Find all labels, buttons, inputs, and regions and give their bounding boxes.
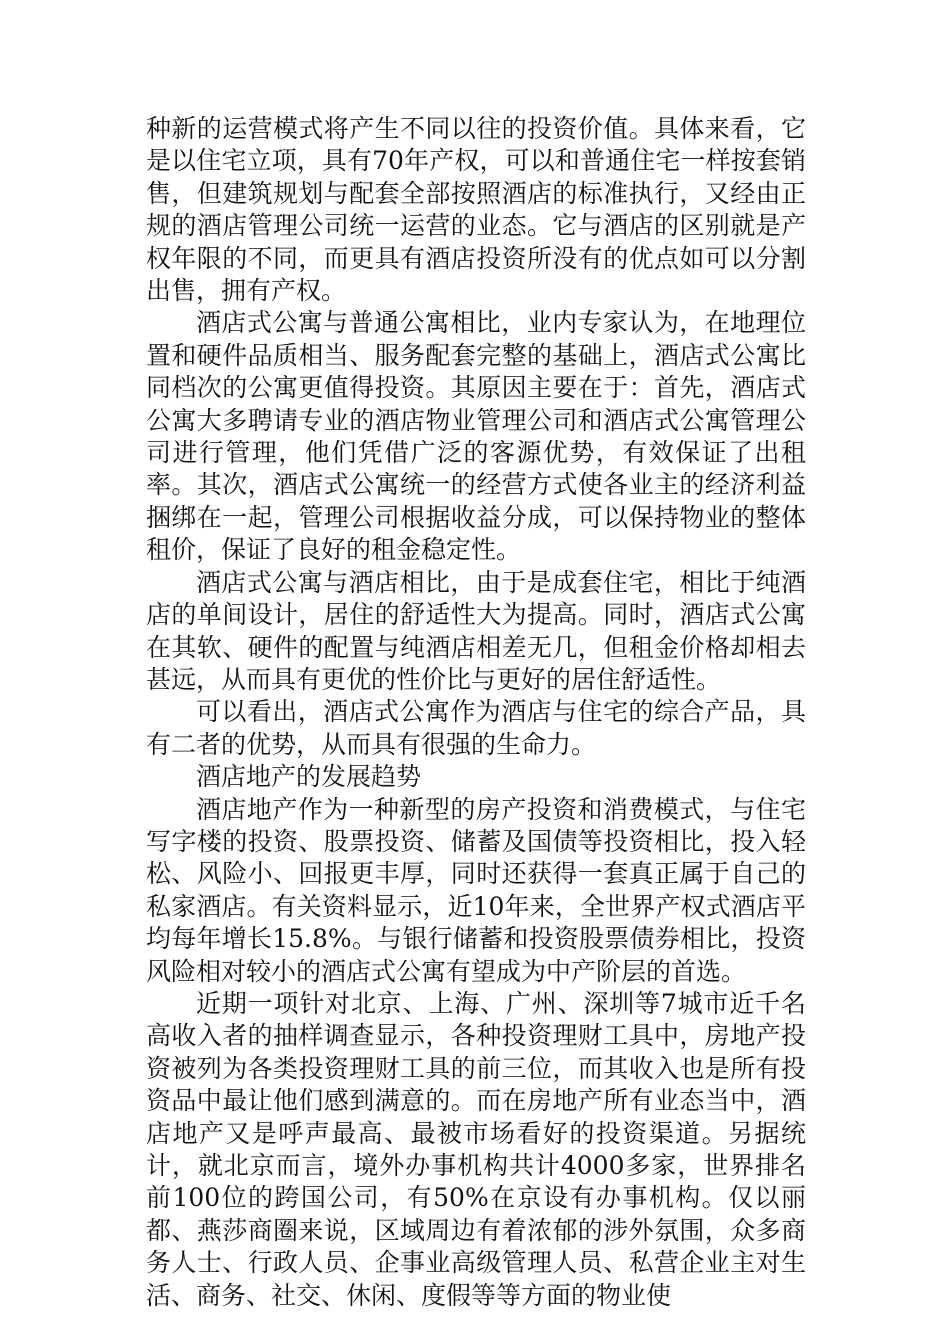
section-heading: 酒店地产的发展趋势 <box>196 762 422 792</box>
paragraph-4: 可以看出，酒店式公寓作为酒店与住宅的综合产品，具有二者的优势，从而具有很强的生命力。 <box>146 697 806 759</box>
paragraph-6: 近期一项针对北京、上海、广州、深圳等7城市近千名高收入者的抽样调查显示，各种投资理财工具中，房地产投资被列为各类投资理财工具的前三位，而其收入也是所有投资品中最让他们感到满意的。而在房地产所有业态当中，酒店地产又是呼声最高、最被市场看好的投资渠道。另据统计，就北京而言，境外办事机构共计4000多家，世界排名前100位的跨国公司，有50%在京设有办事机构。仅以丽都、燕莎商圈来说，区域周边有着浓郁的涉外氛围，众多商务人士、行政人员、企事业高级管理人员、私营企业主对生活、商务、社交、休闲、度假等等方面的物业使 <box>146 988 806 1310</box>
paragraph-1: 种新的运营模式将产生不同以往的投资价值。具体来看，它是以住宅立项，具有70年产权，可以和普通住宅一样按套销售，但建筑规划与配套全部按照酒店的标准执行，又经由正规的酒店管理公司统一运营的业态。它与酒店的区别就是产权年限的不同，而更具有酒店投资所没有的优点如可以分割出售，拥有产权。 <box>146 114 806 306</box>
paragraph-3: 酒店式公寓与酒店相比，由于是成套住宅，相比于纯酒店的单间设计，居住的舒适性大为提高。同时，酒店式公寓在其软、硬件的配置与纯酒店相差无几，但租金价格却相去甚远，从而具有更优的性价比与更好的居住舒适性。 <box>146 567 806 694</box>
paragraph-2: 酒店式公寓与普通公寓相比，业内专家认为，在地理位置和硬件品质相当、服务配套完整的基础上，酒店式公寓比同档次的公寓更值得投资。其原因主要在于：首先，酒店式公寓大多聘请专业的酒店物业管理公司和酒店式公寓管理公司进行管理，他们凭借广泛的客源优势，有效保证了出租率。其次，酒店式公寓统一的经营方式使各业主的经济利益捆绑在一起，管理公司根据收益分成，可以保持物业的整体租价，保证了良好的租金稳定性。 <box>146 308 806 565</box>
paragraph-5: 酒店地产作为一种新型的房产投资和消费模式，与住宅写字楼的投资、股票投资、储蓄及国债等投资相比，投入轻松、风险小、回报更丰厚，同时还获得一套真正属于自己的私家酒店。有关资料显示，近10年来，全世界产权式酒店平均每年增长15.8%。与银行储蓄和投资股票债券相比，投资风险相对较小的酒店式公寓有望成为中产阶层的首选。 <box>146 794 806 986</box>
document-body <box>146 113 806 1312</box>
